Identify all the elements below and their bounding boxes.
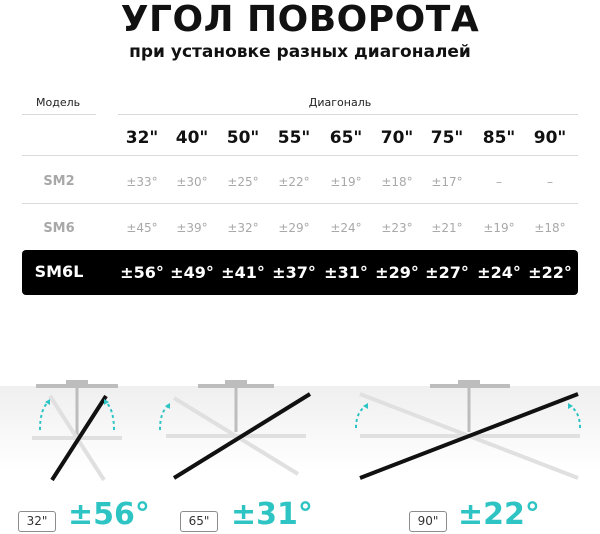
example-size-badge-65: 65": [180, 511, 218, 532]
size-header-cell: 55": [277, 128, 311, 148]
size-header-cell: 85": [482, 128, 516, 148]
angle-cell: ±24°: [330, 221, 362, 235]
angle-cell: ±18°: [534, 221, 566, 235]
angle-cell: ±37°: [272, 263, 316, 282]
size-header-cell: 40": [175, 128, 209, 148]
size-header-cell: 65": [329, 128, 363, 148]
diagonal-column-header: Диагональ: [308, 96, 372, 109]
angle-cell: ±29°: [278, 221, 310, 235]
angle-cell: ±22°: [278, 175, 310, 189]
rotation-arrow-right-icon: [570, 406, 580, 428]
arrowhead-icon: [568, 403, 573, 409]
rotation-arrow-left-icon: [356, 406, 366, 428]
angle-cell: ±19°: [483, 221, 515, 235]
example-size-badge-32: 32": [18, 511, 56, 532]
header-divider-diagonal: [118, 114, 578, 115]
angle-cell: ±30°: [176, 175, 208, 189]
angle-cell: ±18°: [381, 175, 413, 189]
page-subtitle: при установке разных диагоналей: [129, 42, 471, 62]
mount-plate-icon: [225, 380, 247, 385]
rotation-diagram-65: [150, 380, 322, 488]
example-angle-32: ±56°: [68, 497, 150, 532]
angle-cell: –: [547, 175, 553, 189]
angle-cell: ±39°: [176, 221, 208, 235]
angle-cell: ±56°: [120, 263, 164, 282]
size-header-cell: 70": [380, 128, 414, 148]
size-header-cell: 50": [226, 128, 260, 148]
angle-cell: –: [496, 175, 502, 189]
rotation-arrow-left-icon: [160, 406, 168, 430]
angle-cell: ±31°: [324, 263, 368, 282]
angle-cell: ±33°: [126, 175, 158, 189]
row-divider: [22, 203, 578, 204]
angle-cell: ±19°: [330, 175, 362, 189]
model-column-header: Модель: [36, 96, 81, 109]
angle-cell: ±29°: [375, 263, 419, 282]
model-label: SM6: [43, 221, 75, 236]
angle-cell: ±32°: [227, 221, 259, 235]
rotation-diagram-90: [346, 380, 590, 488]
arrowhead-icon: [363, 403, 368, 409]
row-divider: [22, 155, 578, 156]
size-header-cell: 90": [533, 128, 567, 148]
angle-cell: ±25°: [227, 175, 259, 189]
rotation-arrow-left-icon: [40, 402, 48, 430]
angle-cell: ±41°: [221, 263, 265, 282]
angle-cell: ±49°: [170, 263, 214, 282]
angle-cell: ±45°: [126, 221, 158, 235]
size-header-cell: 32": [125, 128, 159, 148]
mount-plate-icon: [66, 380, 88, 385]
model-label: SM2: [43, 174, 75, 189]
size-header-cell: 75": [430, 128, 464, 148]
angle-cell: ±22°: [528, 263, 572, 282]
example-angle-90: ±22°: [458, 497, 540, 532]
page-title: УГОЛ ПОВОРОТА: [120, 0, 480, 40]
angle-cell: ±27°: [425, 263, 469, 282]
angle-cell: ±17°: [431, 175, 463, 189]
arrowhead-icon: [165, 403, 170, 409]
angle-cell: ±24°: [477, 263, 521, 282]
angle-cell: ±21°: [431, 221, 463, 235]
header-divider-model: [22, 114, 96, 115]
rotation-arrow-right-icon: [106, 402, 114, 430]
mount-plate-icon: [458, 380, 480, 385]
example-angle-65: ±31°: [231, 497, 313, 532]
rotation-diagram-32: [26, 380, 130, 488]
model-label: SM6L: [34, 262, 84, 281]
example-size-badge-90: 90": [409, 511, 447, 532]
angle-cell: ±23°: [381, 221, 413, 235]
